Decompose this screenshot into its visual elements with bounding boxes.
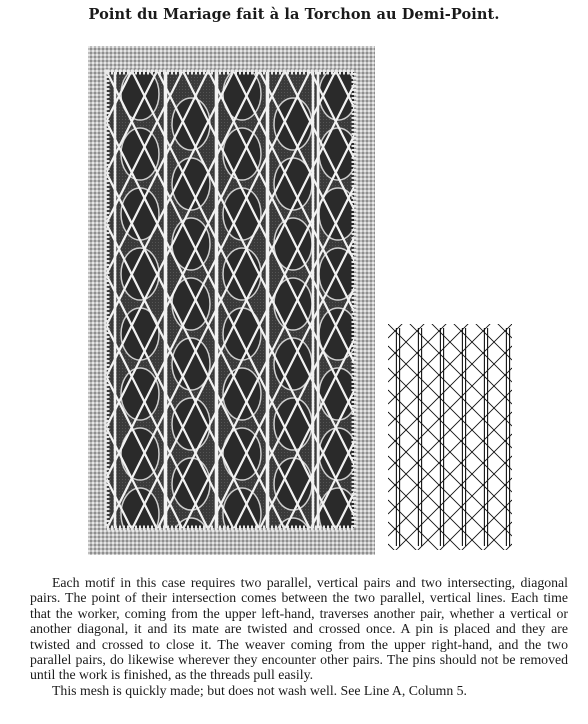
paragraph-text: Each motif in this case requires two parallel, vertical pairs and two intersecting, diagonal pairs. The point of their intersection comes between the two parallel, vertical lines. Each time that the worker, coming from the upper left-hand, traverses another pair, whether a vertical or another diagonal, it and its mate are twisted and crossed once. A pin is placed and they are twisted and crossed to close it. The weaver coming from the upper right-hand, and the two parallel pairs, do likewise wherever they encounter other pairs. The pins should not be removed until the work is finished, as the threads pull easily. [30,575,568,683]
lace-photo [88,46,375,555]
mesh-diagram [388,324,512,550]
description-text [30,575,568,698]
page-title: Point du Mariage fait à la Torchon au Demi-Point. [88,6,500,23]
closing-line: This mesh is quickly made; but does not wash well. See Line A, Column 5. [52,682,468,698]
